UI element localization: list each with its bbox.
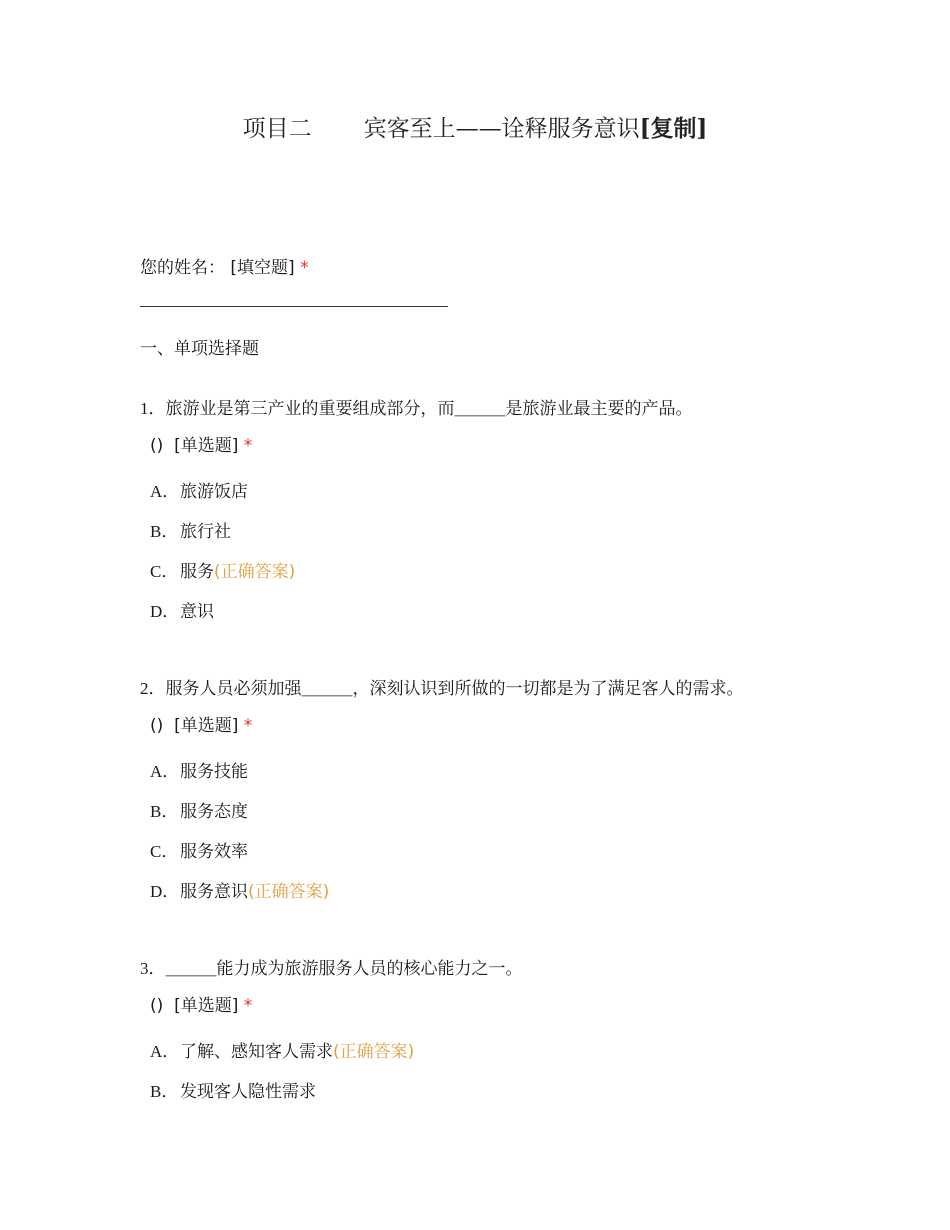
page-title xyxy=(0,110,950,143)
correct-answer-label: (正确答案) xyxy=(248,882,330,902)
question-3-type xyxy=(150,991,252,1016)
option-letter: B． xyxy=(150,1082,179,1101)
required-mark: * xyxy=(243,436,253,456)
option-text: 旅游饭店 xyxy=(180,482,248,502)
option-text: 发现客人隐性需求 xyxy=(180,1082,316,1102)
question-1-text xyxy=(140,394,693,419)
question-stem: 服务人员必须加强＿＿＿，深刻认识到所做的一切都是为了满足客人的需求。 xyxy=(165,679,744,699)
option-text: 服务意识 xyxy=(180,882,248,902)
option-text: 服务 xyxy=(180,562,214,582)
section-heading: 一、单项选择题 xyxy=(140,339,259,359)
answer-paren: () xyxy=(150,436,164,456)
correct-answer-label: (正确答案) xyxy=(214,562,296,582)
option-1a[interactable] xyxy=(150,477,248,502)
option-letter: A． xyxy=(150,1042,180,1061)
option-text: 意识 xyxy=(180,602,214,622)
option-text: 服务效率 xyxy=(180,842,248,862)
title-main: 宾客至上——诠释服务意识 xyxy=(363,116,640,142)
question-number: 2． xyxy=(140,679,166,698)
name-label: 您的姓名： xyxy=(140,258,225,278)
option-letter: B． xyxy=(150,802,179,821)
answer-paren: () xyxy=(150,996,164,1016)
question-type: [单选题] xyxy=(174,436,239,456)
required-mark: * xyxy=(300,258,309,278)
option-letter: A． xyxy=(150,482,180,501)
correct-answer-label: (正确答案) xyxy=(333,1042,415,1062)
question-stem: ＿＿＿能力成为旅游服务人员的核心能力之一。 xyxy=(165,959,523,979)
option-1d[interactable] xyxy=(150,597,214,622)
option-letter: D． xyxy=(150,602,180,621)
title-project: 项目二 xyxy=(242,116,312,142)
question-2-text xyxy=(140,674,744,699)
option-1c[interactable] xyxy=(150,557,295,582)
option-2d[interactable] xyxy=(150,877,329,902)
question-number: 3． xyxy=(140,959,166,978)
name-input-line[interactable] xyxy=(140,306,448,307)
question-1-type xyxy=(150,431,252,456)
option-letter: D． xyxy=(150,882,180,901)
option-letter: C． xyxy=(150,562,179,581)
option-text: 了解、感知客人需求 xyxy=(180,1042,333,1062)
required-mark: * xyxy=(243,996,253,1016)
name-question xyxy=(140,253,309,278)
question-stem: 旅游业是第三产业的重要组成部分，而＿＿＿是旅游业最主要的产品。 xyxy=(165,399,693,419)
option-text: 服务态度 xyxy=(180,802,248,822)
option-text: 旅行社 xyxy=(180,522,231,542)
question-number: 1． xyxy=(140,399,166,418)
answer-paren: () xyxy=(150,716,164,736)
question-type: [单选题] xyxy=(174,996,239,1016)
option-2b[interactable] xyxy=(150,797,248,822)
option-text: 服务技能 xyxy=(180,762,248,782)
option-3b[interactable] xyxy=(150,1077,316,1102)
option-3a[interactable] xyxy=(150,1037,414,1062)
question-type: [单选题] xyxy=(174,716,239,736)
option-letter: A． xyxy=(150,762,180,781)
question-3-text xyxy=(140,954,523,979)
option-letter: B． xyxy=(150,522,179,541)
option-1b[interactable] xyxy=(150,517,231,542)
required-mark: * xyxy=(243,716,253,736)
option-2c[interactable] xyxy=(150,837,248,862)
option-letter: C． xyxy=(150,842,179,861)
name-type: [填空题] xyxy=(230,258,295,278)
title-tag: [复制] xyxy=(639,115,708,142)
question-2-type xyxy=(150,711,252,736)
option-2a[interactable] xyxy=(150,757,248,782)
